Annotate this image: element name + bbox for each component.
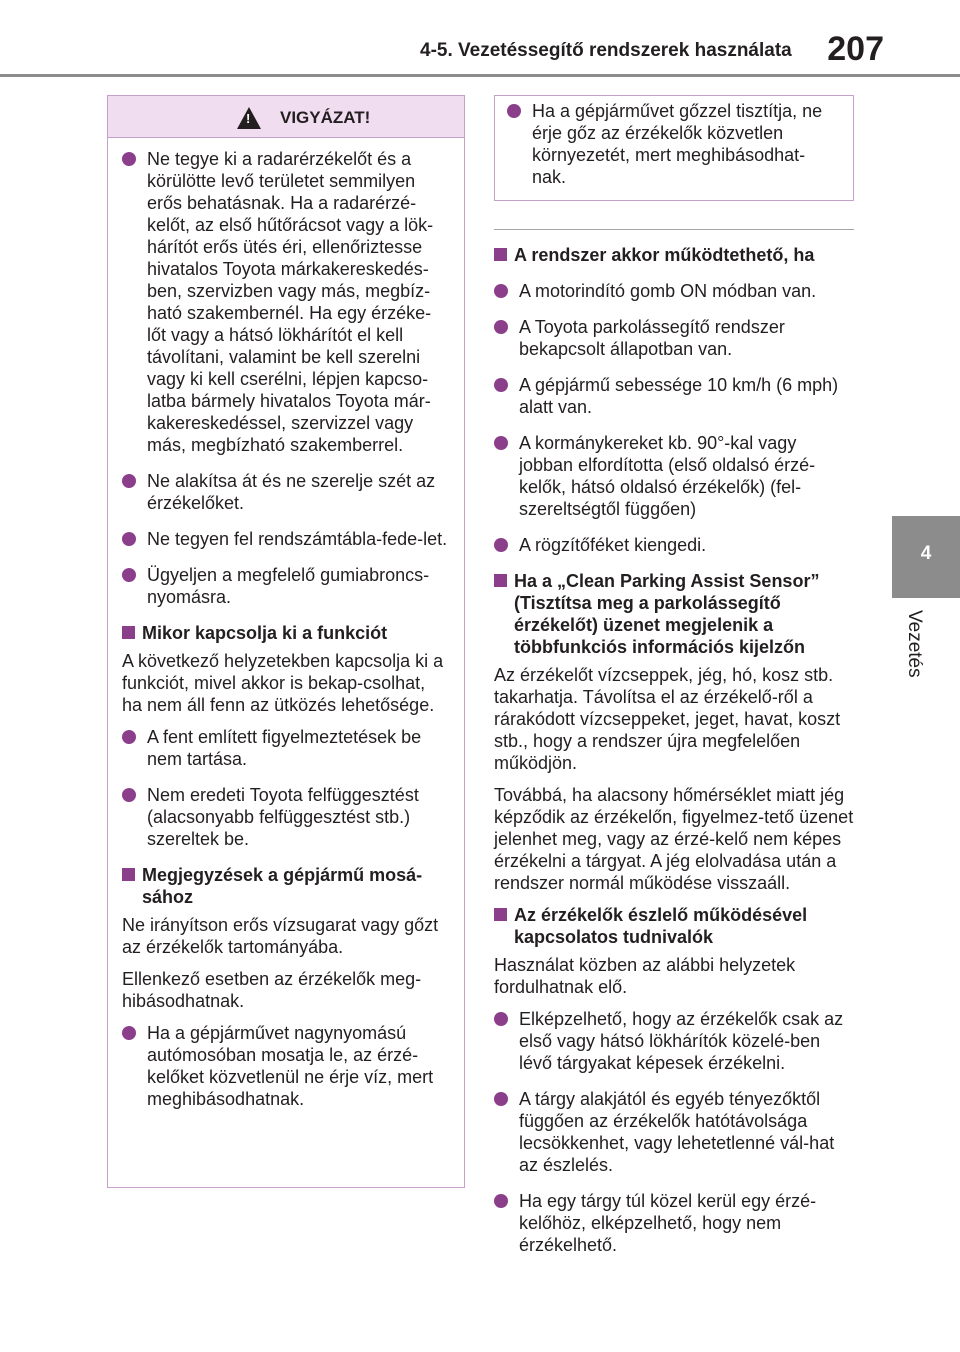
- right-column: [494, 95, 854, 1270]
- bullet-dot-icon: [494, 1012, 508, 1026]
- list-item: [494, 1088, 854, 1176]
- list-item: [507, 100, 839, 188]
- paragraph: A következő helyzetekben kapcsolja ki a funkciót, mivel akkor is bekap-csolhat, ha nem áll fenn az ütközés lehetősége.: [122, 651, 444, 715]
- bullet-text: A rögzítőféket kiengedi.: [519, 535, 707, 555]
- bullet-text: Elképzelhető, hogy az érzékelők csak az első vagy hátsó lökhárítók közelé-ben lévő tárgyakat képesek érzékelni.: [519, 1009, 844, 1073]
- heading-text: Ha a „Clean Parking Assist Sensor” (Tisztítsa meg a parkolássegítő érzékelőt) üzenet megjelenik a többfunkciós információs kijelzőn: [514, 571, 820, 657]
- bullet-dot-icon: [122, 568, 136, 582]
- bullet-text: A gépjármű sebessége 10 km/h (6 mph) alatt van.: [519, 375, 839, 417]
- section-heading: [122, 864, 450, 908]
- warning-triangle-icon: [237, 107, 261, 129]
- bullet-dot-icon: [494, 320, 508, 334]
- chapter-label: Vezetés: [904, 610, 925, 678]
- list-item: [122, 528, 450, 550]
- list-item: [122, 148, 450, 456]
- section-heading: [494, 570, 854, 658]
- warning-title: VIGYÁZAT!: [280, 108, 371, 127]
- heading-text: Az érzékelők észlelő működésével kapcsolatos tudnivalók: [514, 905, 808, 947]
- bullet-dot-icon: [494, 1194, 508, 1208]
- list-item: [122, 1022, 450, 1110]
- bullet-text: A Toyota parkolássegítő rendszer bekapcsolt állapotban van.: [519, 317, 785, 359]
- paragraph: Továbbá, ha alacsony hőmérséklet miatt jég képződik az érzékelőn, figyelmez-tető üzenet jelenhet meg, vagy az érzé-kelő nem képes érzékelni a tárgyat. A jég elolvadása után a rendszer normál működése visszaáll.: [494, 785, 854, 893]
- chapter-label-wrap: [899, 610, 929, 700]
- bullet-dot-icon: [494, 284, 508, 298]
- bullet-dot-icon: [122, 788, 136, 802]
- section-heading: [122, 622, 450, 644]
- bullet-dot-icon: [494, 538, 508, 552]
- list-item: [122, 470, 450, 514]
- bullet-text: Nem eredeti Toyota felfüggesztést (alacsonyabb felfüggesztést stb.) szereltek be.: [147, 785, 419, 849]
- bullet-dot-icon: [122, 532, 136, 546]
- list-item: [122, 784, 450, 850]
- square-bullet-icon: [494, 574, 507, 587]
- paragraph: Az érzékelőt vízcseppek, jég, hó, kosz stb. takarhatja. Távolítsa el az érzékelő-ről a rárakódott vízcseppeket, jeget, havat, koszt stb., hogy a rendszer újra megfelelően működjön.: [494, 665, 841, 773]
- section-title: 4-5. Vezetéssegítő rendszerek használata: [420, 40, 792, 61]
- bullet-text: Ha a gépjárművet gőzzel tisztítja, ne érje gőz az érzékelők közvetlen környezetét, mert meghibásodhat-nak.: [532, 101, 823, 187]
- header-divider: [0, 74, 960, 77]
- warning-continued-box: [494, 95, 854, 201]
- square-bullet-icon: [494, 908, 507, 921]
- list-item: [494, 1008, 854, 1074]
- paragraph: Használat közben az alábbi helyzetek fordulhatnak elő.: [494, 955, 796, 997]
- bullet-text: Ha a gépjárművet nagynyomású autómosóban mosatja le, az érzé-kelőket közvetlenül ne érje víz, mert meghibásodhatnak.: [147, 1023, 434, 1109]
- bullet-text: Ne tegyen fel rendszámtábla-fede-let.: [147, 529, 448, 549]
- square-bullet-icon: [494, 248, 507, 261]
- warning-body: [108, 138, 464, 1110]
- bullet-text: Ügyeljen a megfelelő gumiabroncs-nyomásra.: [147, 565, 430, 607]
- list-item: [494, 280, 854, 302]
- left-column: [107, 95, 465, 1188]
- list-item: [494, 374, 854, 418]
- bullet-dot-icon: [494, 378, 508, 392]
- bullet-dot-icon: [122, 152, 136, 166]
- section-heading: [494, 904, 854, 948]
- list-item: [122, 726, 450, 770]
- paragraph: Ellenkező esetben az érzékelők meg-hibásodhatnak.: [122, 969, 422, 1011]
- heading-text: A rendszer akkor működtethető, ha: [514, 245, 815, 265]
- page-number: 207: [827, 30, 884, 68]
- heading-text: Mikor kapcsolja ki a funkciót: [142, 623, 388, 643]
- bullet-text: Ha egy tárgy túl közel kerül egy érzé-kelőhöz, elképzelhető, hogy nem érzékelhető.: [519, 1191, 817, 1255]
- section-heading: [494, 244, 854, 266]
- bullet-dot-icon: [494, 1092, 508, 1106]
- bullet-text: Ne alakítsa át és ne szerelje szét az érzékelőket.: [147, 471, 436, 513]
- bullet-text: A motorindító gomb ON módban van.: [519, 281, 817, 301]
- bullet-dot-icon: [122, 730, 136, 744]
- chapter-number: 4: [920, 543, 932, 564]
- warning-box: [107, 95, 465, 1188]
- bullet-dot-icon: [122, 474, 136, 488]
- bullet-dot-icon: [494, 436, 508, 450]
- square-bullet-icon: [122, 626, 135, 639]
- list-item: [494, 534, 854, 556]
- bullet-text: A fent említett figyelmeztetések be nem tartása.: [147, 727, 422, 769]
- bullet-text: A kormánykereket kb. 90°-kal vagy jobban elfordította (első oldalsó érzé-kelők, hátsó oldalsó érzékelők) (fel-szereltségtől függően): [519, 433, 816, 519]
- list-item: [494, 432, 854, 520]
- heading-text: Megjegyzések a gépjármű mosá-sához: [142, 865, 423, 907]
- square-bullet-icon: [122, 868, 135, 881]
- list-item: [494, 316, 854, 360]
- divider: [494, 229, 854, 230]
- bullet-text: Ne tegye ki a radarérzékelőt és a körülötte levő területet semmilyen erős behatásnak. Ha a radarérzé-kelőt, az első hűtőrácsot vagy a lök-hárítót erős ütés éri, ellenőriztesse hivatalos Toyota márkakereskedés-ben, szervizben vagy más, megbíz-ható szakembernél. Ha egy érzéke-lőt vagy a hátsó lökhárítót el kell távolítani, valamint be kell szerelni vagy ki kell cserélni, lépjen kapcso-latba bármely hivatalos Toyota már-kakereskedéssel, szervizzel vagy más, megbízható szakemberrel.: [147, 149, 434, 455]
- bullet-dot-icon: [507, 104, 521, 118]
- list-item: [494, 1190, 854, 1256]
- warning-header: [108, 96, 464, 138]
- bullet-text: A tárgy alakjától és egyéb tényezőktől függően az érzékelők hatótávolsága lecsökkenhet, vagy lehetetlenné vál-hat az észlelés.: [519, 1089, 835, 1175]
- list-item: [122, 564, 450, 608]
- paragraph: Ne irányítson erős vízsugarat vagy gőzt az érzékelők tartományába.: [122, 915, 439, 957]
- bullet-dot-icon: [122, 1026, 136, 1040]
- chapter-tab: [892, 516, 960, 598]
